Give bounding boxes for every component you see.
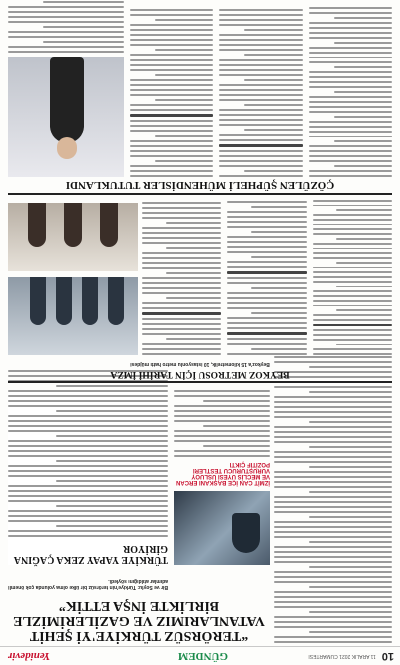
beykoz-article-columns bbox=[142, 200, 392, 355]
newspaper-logo: Yenidevir bbox=[8, 650, 51, 662]
news-photo bbox=[174, 491, 270, 565]
bottom-article-columns bbox=[130, 7, 392, 177]
signing-photo bbox=[8, 203, 138, 271]
article-ai bbox=[8, 390, 168, 565]
portrait-photo bbox=[8, 57, 124, 177]
bottom-headline: ÇÖZÜLEN ŞÜPHELİ MÜHENDİSLER TUTUKLANDI bbox=[8, 179, 392, 195]
lead-subhead: Bir ve Soylu: Türkiye'nin terörsüz bir ülke olma yolunda çok önemli adımlar atıldığını söyledi. bbox=[8, 578, 168, 590]
beykoz-headline: BEYKOZ METROSU İÇİN TARİHİ İMZA bbox=[8, 369, 392, 383]
ceremony-photo bbox=[8, 277, 138, 355]
article-column bbox=[274, 388, 392, 643]
article-ai-title: TÜRKİYE YAPAY ZEKA ÇAĞINA GİRİYOR bbox=[14, 543, 168, 565]
lead-headline: “TERÖRSÜZ TÜRKİYE'Yİ ŞEHİT VATANLARIMIZ VE GAZİLERİMİZLE BİRLİKTE İNŞA ETTİK” bbox=[13, 598, 265, 643]
beykoz-subhead: Beykoz'a 15 kilometrelik, 10 istasyonlu metro hattı müjdesi bbox=[130, 361, 270, 367]
page-number: 10 bbox=[381, 650, 394, 662]
photo-caption bbox=[8, 1, 124, 53]
article-izmit bbox=[174, 385, 270, 485]
issue-date: 11 ARALIK 2021 CUMARTESI bbox=[308, 653, 376, 659]
article-izmit-title: İZMİT CAN İCE BAŞKANI ERCAN VE MECLİS ÜYESİ USLUOY VURUSTURUCU TESTLERİ POZİTİF ÇIKTI bbox=[176, 461, 270, 485]
section-title: GÜNDEM bbox=[177, 650, 228, 662]
page-header bbox=[0, 646, 400, 665]
